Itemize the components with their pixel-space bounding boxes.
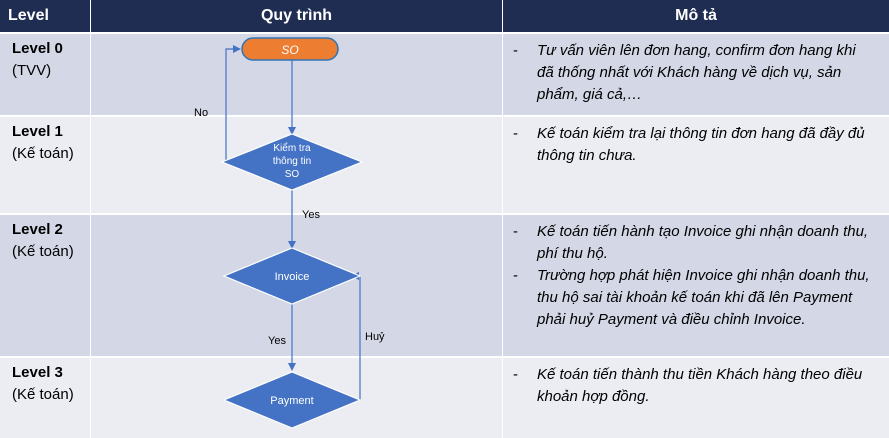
edge-label-yes-2: Yes [268,335,286,347]
decision-check-line-3: SO [284,169,300,180]
row-1-role: (Kế toán) [12,145,74,162]
edge-label-no: No [194,107,209,119]
row-2-role: (Kế toán) [12,243,74,260]
decision-invoice-label: Invoice [274,271,310,283]
connector-check-no-loop [226,49,240,162]
row-3-description-item: - Kế toán tiến thành thu tiền Khách hàng theo điều khoản hợp đồng. [503,364,873,408]
decision-payment-label: Payment [270,395,314,407]
row-0-level: Level 0 [12,40,63,57]
row-3-level: Level 3 [12,364,63,381]
row-0-description-item: - Tư vấn viên lên đơn hang, confirm đơn hang khi đã thống nhất với Khách hàng về dịch vụ, sản phẩm, giá cả,… [503,40,873,106]
header-description: Mô tả [503,0,889,32]
row-0-role: (TVV) [12,62,52,79]
edge-label-cancel: Huỷ [365,331,385,343]
connector-payment-cancel-loop [352,276,360,400]
row-2-description-item-2: - Trường hợp phát hiện Invoice ghi nhận doanh thu, thu hộ sai tài khoản kế toán khi đã lên Payment phải huỷ Payment và điều chỉnh Invoice. [503,265,873,331]
start-node-label: SO [281,43,299,57]
header-level: Level [0,0,90,32]
row-2-level: Level 2 [12,221,63,238]
decision-check-line-1: Kiểm tra [273,143,311,154]
edge-label-yes-1: Yes [302,209,320,221]
header-process: Quy trình [91,0,502,32]
decision-check-line-2: thông tin [272,156,312,167]
row-2-description-item-1: - Kế toán tiến hành tạo Invoice ghi nhận doanh thu, phí thu hộ. [503,221,873,265]
row-1-level: Level 1 [12,123,63,140]
row-3-role: (Kế toán) [12,386,74,403]
row-1-description-item: - Kế toán kiểm tra lại thông tin đơn hang đã đầy đủ thông tin chưa. [503,123,873,167]
